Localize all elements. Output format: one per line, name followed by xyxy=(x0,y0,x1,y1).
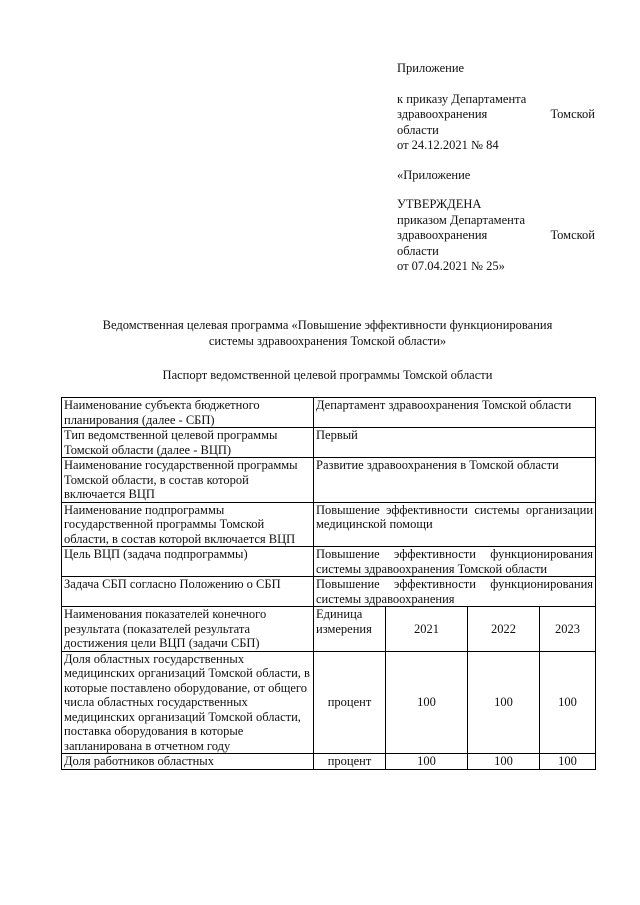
approved-line-2 xyxy=(397,228,595,244)
appendix-title: Приложение xyxy=(397,61,465,75)
indicator-row xyxy=(62,651,596,754)
year-header: 2021 xyxy=(386,607,468,652)
indicator-label: Доля областных государственных медицинских организаций Томской области, в которые поставлено оборудование, от общего числа областных государственных медицинских организаций Томской области, поставка оборудования в которые запланирована в отчетном году xyxy=(62,651,314,754)
approved-line-2-right: Томской xyxy=(550,228,595,242)
order-line-2-right: Томской xyxy=(550,107,595,121)
row-value: Первый xyxy=(314,428,596,458)
indicators-header-unit: Единица измерения xyxy=(314,607,386,652)
row-label: Наименование подпрограммы государственной программы Томской области, в состав которой включается ВЦП xyxy=(62,502,314,547)
indicators-header-row xyxy=(62,607,596,652)
program-title-line-2: системы здравоохранения Томской области» xyxy=(208,333,447,348)
order-line-2-left: здравоохранения xyxy=(397,107,488,121)
year-header: 2022 xyxy=(468,607,540,652)
order-line-1: к приказу Департамента xyxy=(397,91,527,106)
table-row xyxy=(62,547,596,577)
row-value: Повышение эффективности функционирования системы здравоохранения Томской области xyxy=(314,547,596,577)
approved-date: от 07.04.2021 № 25» xyxy=(397,259,505,273)
table-row xyxy=(62,577,596,607)
indicator-value: 100 xyxy=(468,754,540,770)
approved-label: УТВЕРЖДЕНА xyxy=(397,197,482,211)
approved-line-1: приказом Департамента xyxy=(397,212,525,227)
quote-appendix-title: «Приложение xyxy=(397,167,471,182)
order-date: от 24.12.2021 № 84 xyxy=(397,138,499,152)
table-row xyxy=(62,428,596,458)
indicators-header-label: Наименования показателей конечного результата (показателей результата достижения цели ВЦП (задачи СБП) xyxy=(62,607,314,652)
indicator-value: 100 xyxy=(540,754,596,770)
row-label: Тип ведомственной целевой программы Томской области (далее - ВЦП) xyxy=(62,428,314,458)
indicator-unit: процент xyxy=(314,754,386,770)
row-label: Наименование субъекта бюджетного планирования (далее - СБП) xyxy=(62,398,314,428)
order-line-2 xyxy=(397,107,595,123)
program-title-line-1: Ведомственная целевая программа «Повышение эффективности функционирования xyxy=(102,318,553,332)
row-label: Задача СБП согласно Положению о СБП xyxy=(62,577,314,607)
indicator-value: 100 xyxy=(386,651,468,754)
appendix-block xyxy=(397,61,595,275)
approved-line-2-left: здравоохранения xyxy=(397,228,488,242)
row-value: Развитие здравоохранения в Томской области xyxy=(314,458,596,503)
table-row xyxy=(62,502,596,547)
passport-table xyxy=(61,397,596,770)
year-header: 2023 xyxy=(540,607,596,652)
indicator-unit: процент xyxy=(314,651,386,754)
program-title xyxy=(60,318,595,349)
row-label: Цель ВЦП (задача подпрограммы) xyxy=(62,547,314,577)
indicator-value: 100 xyxy=(468,651,540,754)
order-line-3: области xyxy=(397,122,439,137)
indicator-value: 100 xyxy=(386,754,468,770)
row-label: Наименование государственной программы Томской области, в состав которой включается ВЦП xyxy=(62,458,314,503)
indicator-row xyxy=(62,754,596,770)
passport-title: Паспорт ведомственной целевой программы Томской области xyxy=(162,368,493,382)
row-value: Повышение эффективности системы организации медицинской помощи xyxy=(314,502,596,547)
indicator-label: Доля работников областных xyxy=(62,754,314,770)
table-row xyxy=(62,458,596,503)
row-value: Департамент здравоохранения Томской области xyxy=(314,398,596,428)
table-row xyxy=(62,398,596,428)
row-value: Повышение эффективности функционирования системы здравоохранения xyxy=(314,577,596,607)
indicator-value: 100 xyxy=(540,651,596,754)
approved-line-3: области xyxy=(397,243,439,258)
